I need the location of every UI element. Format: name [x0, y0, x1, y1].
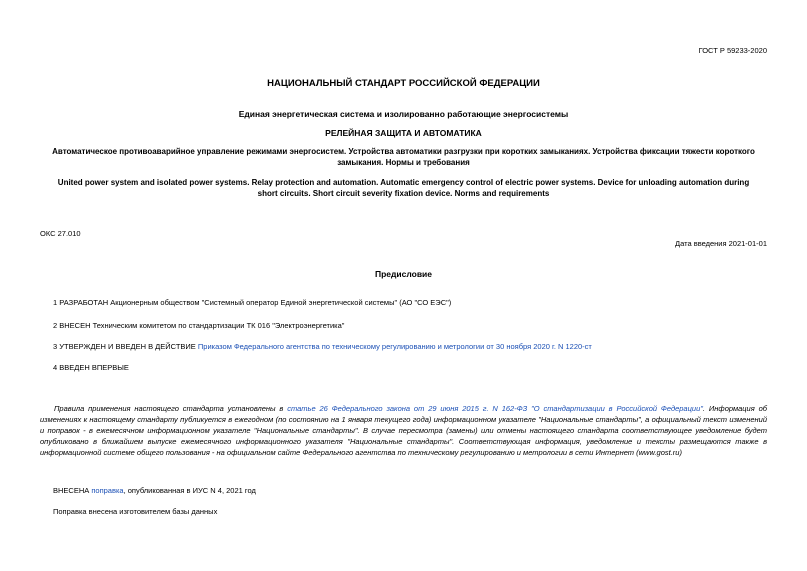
amendment-prefix: ВНЕСЕНА	[53, 486, 92, 495]
amendment-line	[53, 485, 256, 496]
rules-paragraph	[40, 403, 767, 458]
amendment-suffix: , опубликованная в ИУС N 4, 2021 год	[123, 486, 256, 495]
document-subtitle: Единая энергетическая система и изолированно работающие энергосистемы	[238, 109, 569, 119]
rules-text-1: Правила применения настоящего стандарта установлены в	[54, 404, 288, 413]
federal-law-link[interactable]: статье 26 Федерального закона от 29 июня 2015 г. N 162-ФЗ "О стандартизации в Российской Федерации"	[287, 404, 703, 413]
order-link[interactable]: Приказом Федерального агентства по техническому регулированию и метрологии от 30 ноября 2020 г. N 1220-ст	[197, 342, 592, 351]
foreword-item-3	[53, 341, 592, 352]
foreword-heading: Предисловие	[374, 269, 433, 279]
amendment-note: Поправка внесена изготовителем базы данных	[53, 507, 218, 516]
document-number: ГОСТ Р 59233-2020	[698, 46, 767, 55]
rules-text-2: . Информация об изменениях к настоящему стандарту публикуется в ежегодном (по состоянию на 1 января текущего года) информационном указателе "Национальные стандарты", а официальный текст изменений и поправок - в ежемесячном информационном указателе "Национальные стандарты". В случае пересмотра (замены) или отмены настоящего стандарта соответствующее уведомление будет опубликовано в ближайшем выпуске ежемесячного информационного указателя "Национальные стандарты". Соответствующая информация, уведомление и тексты размещаются также в информационной системе общего пользования - на официальном сайте Федерального агентства по техническому регулированию и метрологии в сети Интернет (www.gost.ru)	[40, 404, 767, 457]
document-title: НАЦИОНАЛЬНЫЙ СТАНДАРТ РОССИЙСКОЙ ФЕДЕРАЦИИ	[267, 78, 540, 89]
russian-description: Автоматическое противоаварийное управление режимами энергосистем. Устройства автоматики разгрузки при коротких замыканиях. Устройства фиксации тяжести короткого замыкания. Нормы и требования	[52, 147, 755, 167]
foreword-item-2: 2 ВНЕСЕН Техническим комитетом по стандартизации ТК 016 "Электроэнергетика"	[53, 321, 345, 330]
section-title: РЕЛЕЙНАЯ ЗАЩИТА И АВТОМАТИКА	[325, 128, 482, 138]
amendment-link[interactable]: поправка	[91, 486, 124, 495]
foreword-item-4: 4 ВВЕДЕН ВПЕРВЫЕ	[53, 363, 129, 372]
introduction-date: Дата введения 2021-01-01	[675, 239, 767, 248]
foreword-item-3-text: 3 УТВЕРЖДЕН И ВВЕДЕН В ДЕЙСТВИЕ	[53, 342, 198, 351]
oks-code: ОКС 27.010	[40, 229, 81, 238]
foreword-item-1: 1 РАЗРАБОТАН Акционерным обществом "Системный оператор Единой энергетической системы" (АО "СО ЕЭС")	[53, 298, 452, 307]
english-description: United power system and isolated power systems. Relay protection and automation. Automatic emergency control of electric power systems. Device for unloading automation during short circuits. Short circuit severity fixation device. Norms and requirements	[57, 178, 750, 198]
